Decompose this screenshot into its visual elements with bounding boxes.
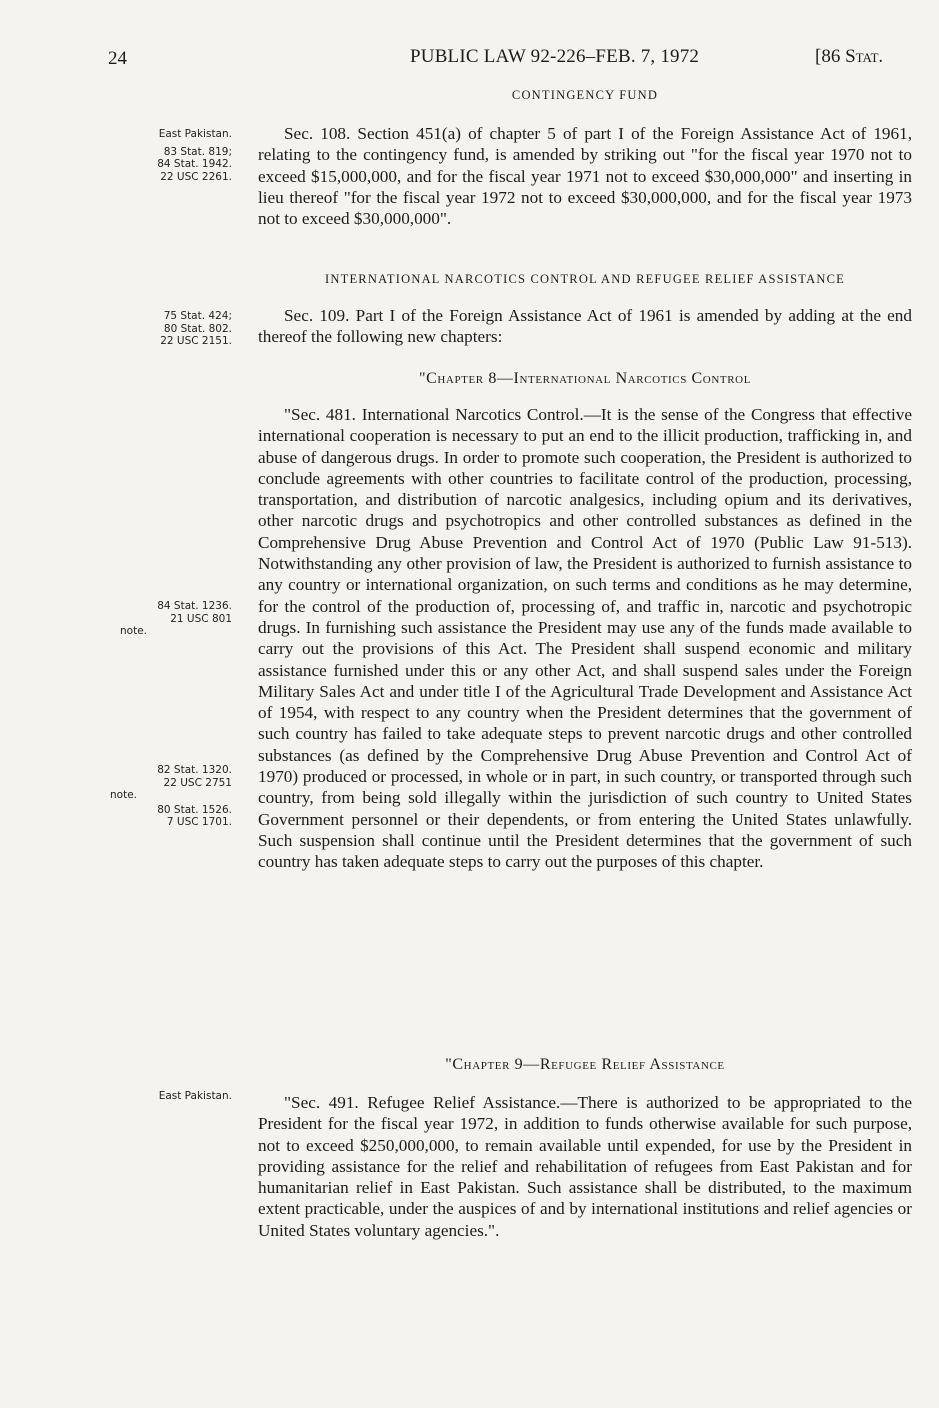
margin-note-line: 7 USC 1701. — [166, 816, 232, 828]
margin-note-line: 83 Stat. 819; — [163, 145, 232, 158]
chapter-8-title: "Chapter 8—International Narcotics Control — [418, 370, 752, 387]
margin-note-line: note. — [120, 625, 147, 637]
section-109-text: Sec. 109. Part I of the Foreign Assistance Act of 1961 is amended by adding at the end thereof the following new chapters: — [258, 306, 912, 347]
margin-note-line: East Pakistan. — [158, 128, 232, 140]
margin-note-line: note. — [110, 789, 137, 801]
section-491-text: "Sec. 491. Refugee Relief Assistance.—There is authorized to be appropriated to the President for the fiscal year 1972, in addition to funds otherwise available for such purpose, not to exceed $250,000,000, to remain available until expended, for use by the President in providing assistance for the relief and rehabilitation of refugees from East Pakistan and for humanitarian relief in East Pakistan. Such assistance shall be distributed, to the maximum extent practicable, under the auspices of and by international institutions and relief agencies or United States voluntary agencies.". — [258, 1093, 912, 1240]
heading-contingency-fund: CONTINGENCY FUND — [511, 88, 659, 102]
margin-note-line: 22 USC 2751 — [163, 776, 232, 789]
margin-note-public-law — [90, 600, 232, 638]
margin-note-line: 21 USC 801 — [170, 612, 232, 625]
margin-note-line: 84 Stat. 1236. — [157, 600, 232, 612]
chapter-9-title: "Chapter 9—Refugee Relief Assistance — [445, 1056, 725, 1073]
margin-note-sec-109 — [90, 310, 232, 348]
page-header — [0, 44, 939, 74]
margin-note-line: East Pakistan. — [158, 1090, 232, 1102]
margin-note-line: 22 USC 2151. — [160, 335, 232, 347]
section-108-text: Sec. 108. Section 451(a) of chapter 5 of part I of the Foreign Assistance Act of 1961, relating to the contingency fund, is amended by striking out "for the fiscal year 1970 not to exceed $15,000,000, and for the fiscal year 1971 not to exceed $30,000,000" and inserting in lieu thereof "for the fiscal year 1972 not to exceed $30,000,000, and for the fiscal year 1973 not to exceed $30,000,000". — [258, 124, 912, 229]
margin-note-line: 82 Stat. 1320. — [157, 764, 232, 776]
margin-note-line: 80 Stat. 802. — [163, 322, 232, 335]
margin-note-line: 80 Stat. 1526. — [157, 803, 232, 816]
page-number: 24 — [108, 48, 127, 69]
margin-note-chapter-9 — [90, 1090, 232, 1103]
statute-volume: [86 Stat. — [815, 46, 884, 67]
section-481-text: "Sec. 481. International Narcotics Control.—It is the sense of the Congress that effective international cooperation is necessary to put an end to the illicit production, trafficking in, and abuse of dangerous drugs. In order to promote such cooperation, the President is authorized to conclude agreements with other countries to facilitate control of the production, processing, transportation, and distribution of narcotic analgesics, including opium and its derivatives, other narcotic drugs and psychotropics and other controlled substances as defined in the Comprehensive Drug Abuse Prevention and Control Act of 1970 (Public Law 91-513). Notwithstanding any other provision of law, the President is authorized to furnish assistance to any country or international organization, on such terms and conditions as he may determine, for the control of the production of, processing of, and traffic in, narcotic and psychotropic drugs. In furnishing such assistance the President may use any of the funds made available to carry out the provisions of this Act. The President shall suspend economic and military assistance furnished under this or any other Act, and shall suspend sales under the Foreign Military Sales Act and under title I of the Agricultural Trade Development and Assistance Act of 1954, with respect to any country when the President determines that the government of such country has failed to take adequate steps to prevent narcotic drugs and other controlled substances (as defined by the Comprehensive Drug Abuse Prevention and Control Act of 1970) produced or processed, in whole or in part, in such country, or transported through such country, from being sold illegally within the jurisdiction of such country to United States Government personnel or their dependents, or from entering the United States unlawfully. Such suspension shall continue until the President determines that the government of such country has taken adequate steps to carry out the purposes of this chapter. — [258, 405, 912, 872]
margin-note-sales-act — [90, 764, 232, 829]
margin-note-line: 22 USC 2261. — [160, 170, 232, 183]
margin-note-line: 75 Stat. 424; — [163, 310, 232, 322]
page-title: PUBLIC LAW 92-226–FEB. 7, 1972 — [410, 46, 700, 67]
margin-note-contingency — [90, 128, 232, 183]
margin-note-line: 84 Stat. 1942. — [157, 158, 232, 170]
heading-narcotics-refugee: INTERNATIONAL NARCOTICS CONTROL AND REFUGEE RELIEF ASSISTANCE — [325, 272, 845, 286]
